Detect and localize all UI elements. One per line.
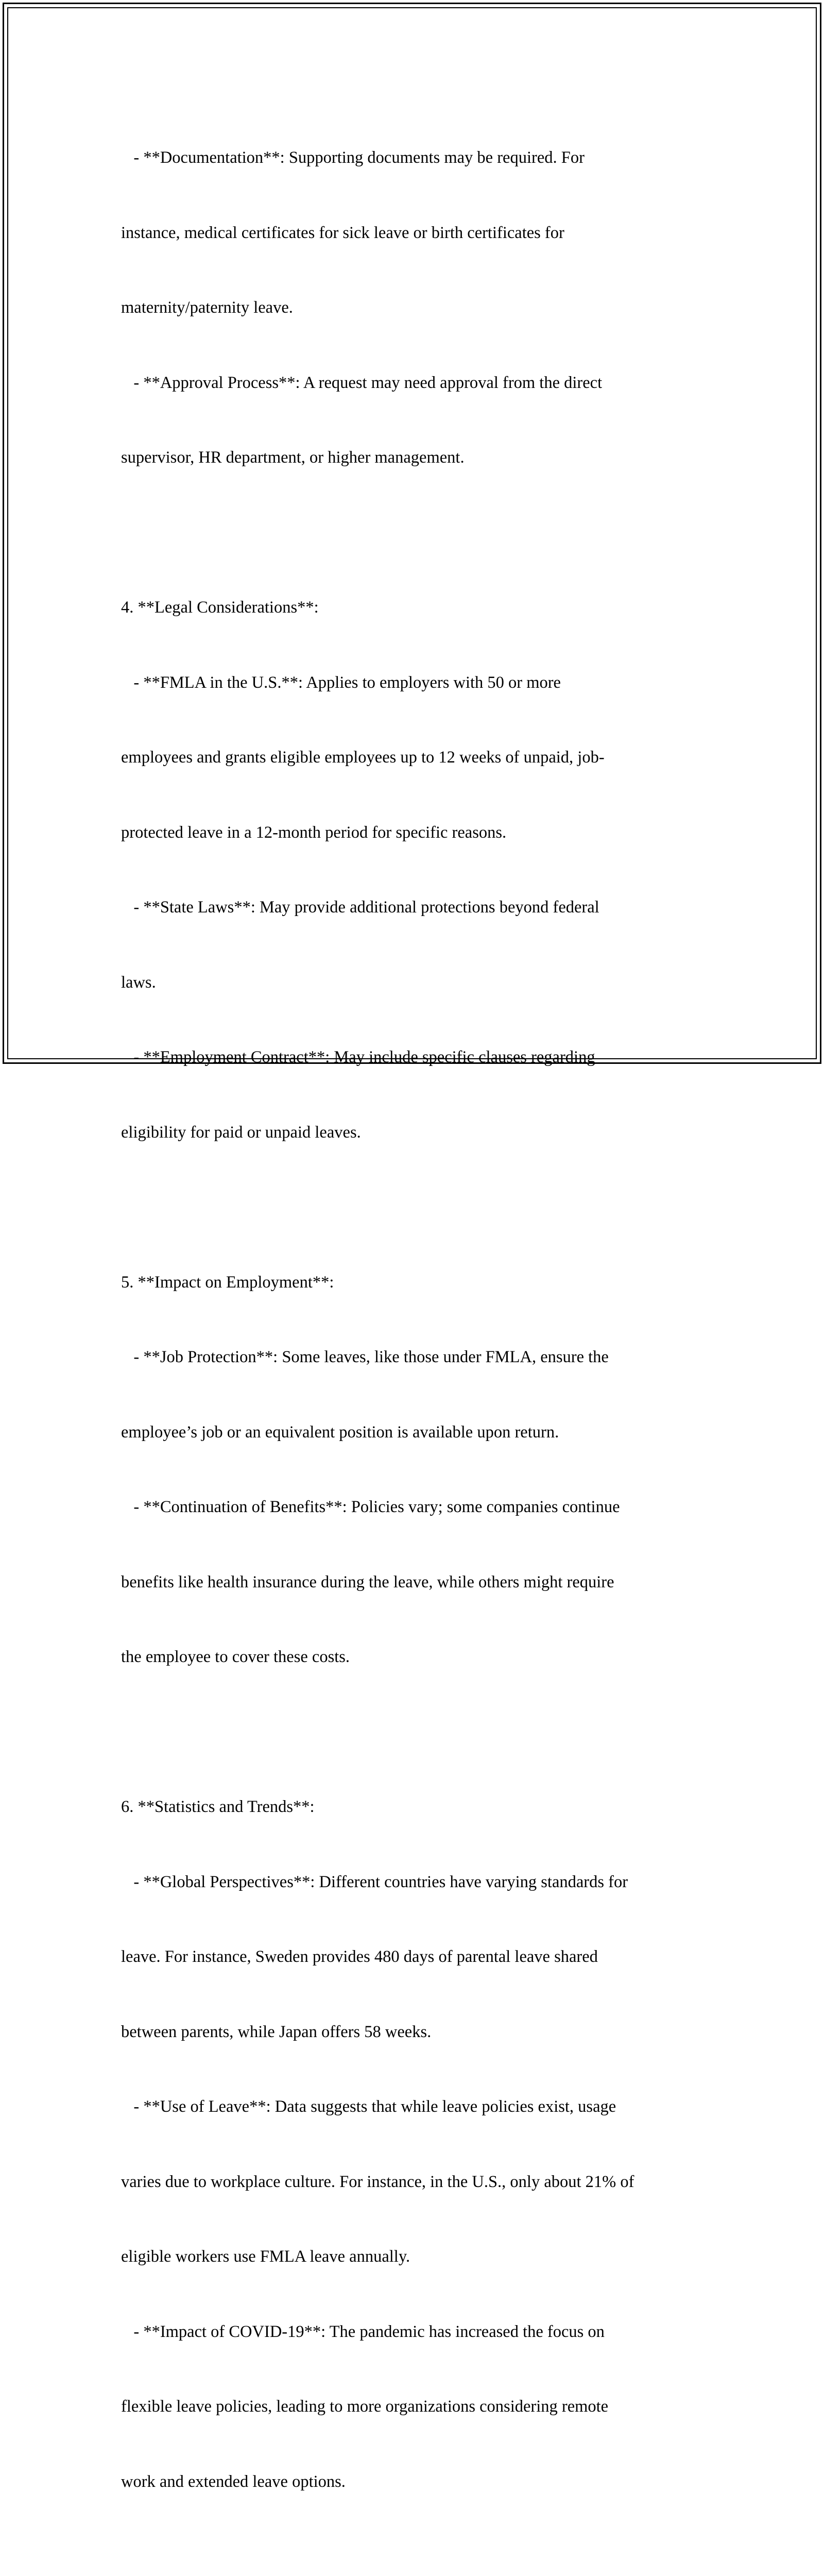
text-line: flexible leave policies, leading to more organizations considering remote [121, 2397, 609, 2416]
blank-line [121, 1195, 708, 1220]
section-heading: 6. **Statistics and Trends**: [121, 1798, 315, 1816]
text-line: - **Approval Process**: A request may need approval from the direct [121, 373, 603, 392]
blank-line [121, 520, 708, 546]
text-line: employee’s job or an equivalent position is available upon return. [121, 1422, 559, 1442]
text-line: employees and grants eligible employees up to 12 weeks of unpaid, job- [121, 748, 605, 767]
document-body [121, 95, 708, 2576]
text-line: protected leave in a 12-month period for specific reasons. [121, 823, 507, 842]
text-line: - **Use of Leave**: Data suggests that while leave policies exist, usage [121, 2097, 616, 2116]
text-line: - **FMLA in the U.S.**: Applies to employers with 50 or more [121, 673, 561, 692]
text-line: the employee to cover these costs. [121, 1648, 350, 1666]
text-line: eligible workers use FMLA leave annually. [121, 2247, 410, 2266]
text-line: instance, medical certificates for sick leave or birth certificates for [121, 223, 564, 242]
text-line: - **Employment Contract**: May include specific clauses regarding [121, 1048, 595, 1066]
text-line: benefits like health insurance during the leave, while others might require [121, 1572, 614, 1591]
section-heading: 5. **Impact on Employment**: [121, 1273, 334, 1292]
text-line: leave. For instance, Sweden provides 480 days of parental leave shared [121, 1947, 598, 1966]
text-line: - **State Laws**: May provide additional protections beyond federal [121, 898, 599, 917]
text-line: between parents, while Japan offers 58 weeks. [121, 2022, 432, 2041]
blank-line [121, 2544, 708, 2569]
text-line: - **Job Protection**: Some leaves, like those under FMLA, ensure the [121, 1348, 609, 1366]
text-line: eligibility for paid or unpaid leaves. [121, 1123, 361, 1142]
text-line: - **Documentation**: Supporting documents may be required. For [121, 148, 585, 167]
text-line: work and extended leave options. [121, 2472, 346, 2491]
text-line: - **Impact of COVID-19**: The pandemic has increased the focus on [121, 2322, 605, 2341]
section-heading: 4. **Legal Considerations**: [121, 598, 319, 617]
text-line: maternity/paternity leave. [121, 298, 293, 317]
text-line: varies due to workplace culture. For instance, in the U.S., only about 21% of [121, 2172, 634, 2191]
text-line: supervisor, HR department, or higher management. [121, 448, 465, 467]
text-line: - **Global Perspectives**: Different countries have varying standards for [121, 1872, 628, 1891]
blank-line [121, 1720, 708, 1745]
text-line: laws. [121, 973, 156, 992]
text-line: - **Continuation of Benefits**: Policies vary; some companies continue [121, 1498, 620, 1516]
